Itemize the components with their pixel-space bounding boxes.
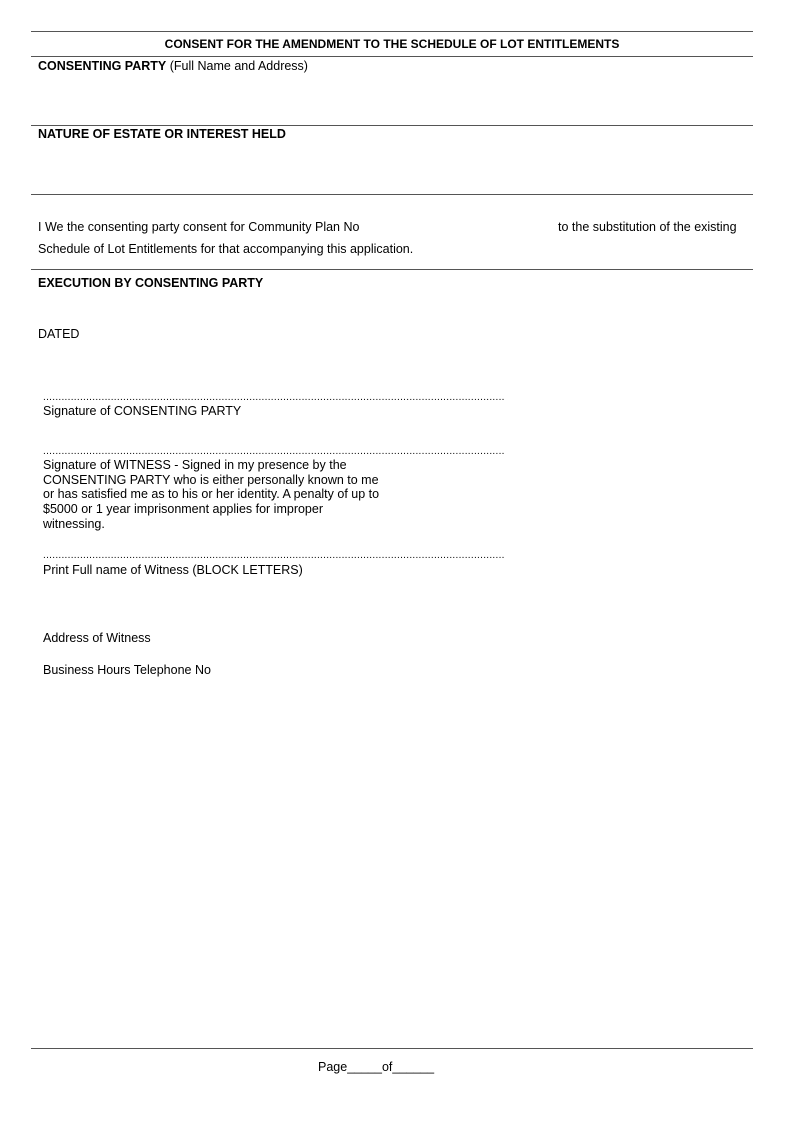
dated-label: DATED [38,327,80,341]
page-number: Page_____of______ [318,1060,435,1074]
witness-address-field[interactable] [160,627,400,647]
business-phone-field[interactable] [225,659,400,679]
form-title: CONSENT FOR THE AMENDMENT TO THE SCHEDULE OF LOT ENTITLEMENTS [164,37,620,51]
consent-statement-line2: Schedule of Lot Entitlements for that accompanying this application. [38,242,414,256]
witness-name-label: Print Full name of Witness (BLOCK LETTERS) [43,563,303,577]
dated-field[interactable] [90,322,390,344]
consenting-party-label: CONSENTING PARTY [38,59,167,73]
footer-rule [31,1048,753,1049]
consent-statement-line1-left: I We the consenting party consent for Community Plan No [38,220,360,234]
community-plan-number-field[interactable] [390,216,550,236]
consent-statement-line1-right: to the substitution of the existing [558,220,737,234]
witness-name-line[interactable]: ...................................................................................................................................................... [43,550,505,561]
consent-statement-rule [31,269,753,270]
nature-of-estate-field[interactable] [31,144,753,192]
title-rule [31,56,753,57]
nature-estate-rule [31,194,753,195]
consenting-party-signature-line[interactable]: ...................................................................................................................................................... [43,392,505,403]
execution-heading: EXECUTION BY CONSENTING PARTY [38,276,264,290]
business-phone-label: Business Hours Telephone No [43,663,211,677]
consenting-party-hint: (Full Name and Address) [166,59,308,73]
witness-address-label: Address of Witness [43,631,151,645]
consenting-party-field[interactable] [31,75,753,123]
witness-signature-label: Signature of WITNESS - Signed in my presence by the CONSENTING PARTY who is either personally known to me or has satisfied me as to his or her identity. A penalty of up to $5000 or 1 year imprisonment applies for improper witnessing. [43,458,380,531]
consenting-party-signature-label: Signature of CONSENTING PARTY [43,404,242,418]
witness-signature-line[interactable]: ...................................................................................................................................................... [43,446,505,457]
consenting-party-rule [31,125,753,126]
top-rule [31,31,753,32]
consenting-party-heading [38,59,308,74]
nature-of-estate-heading: NATURE OF ESTATE OR INTEREST HELD [38,127,286,141]
